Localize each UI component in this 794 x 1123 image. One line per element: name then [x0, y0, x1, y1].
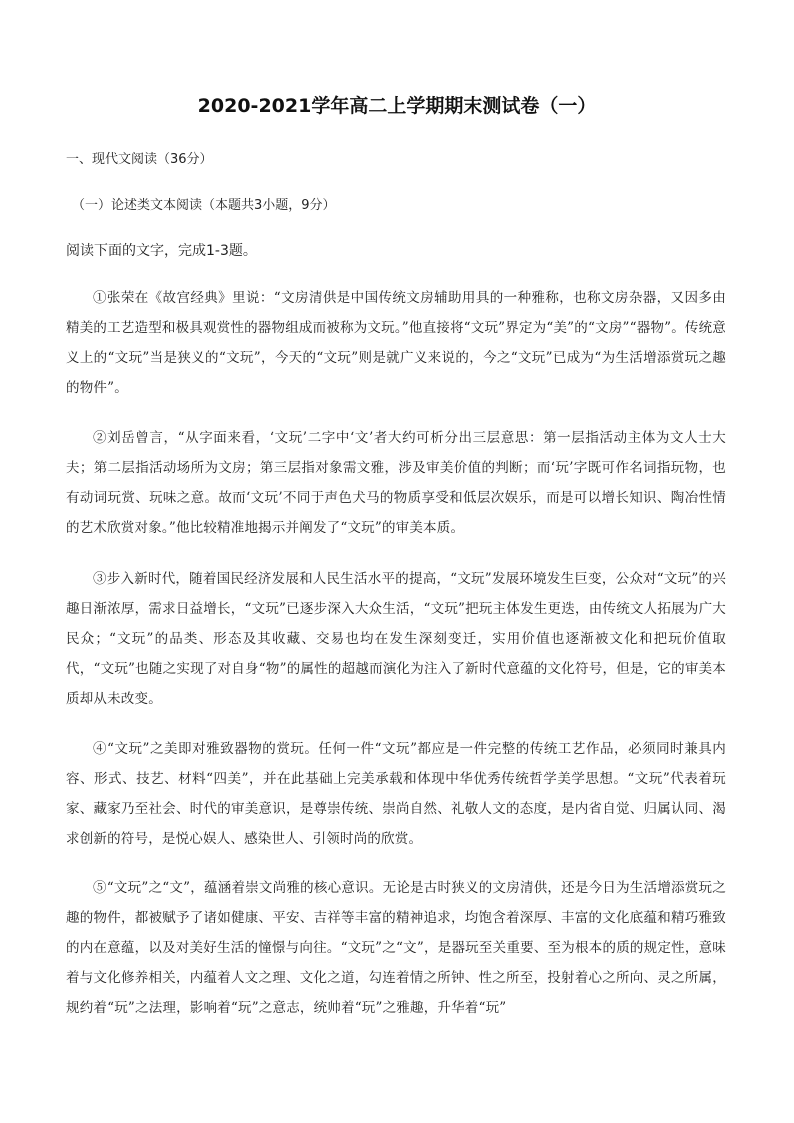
paragraph-1: ①张荣在《故宫经典》里说：“文房清供是中国传统文房辅助用具的一种雅称，也称文房杂器，又因多由精美的工艺造型和极具观赏性的器物组成而被称为文玩。”他直接将“文玩”界定为“美”的“文房”“器物”。传统意义上的“文玩”当是狭义的“文玩”，今天的“文玩”则是就广义来说的，今之“文玩”已成为“为生活增添赏玩之趣的物件”。	[66, 290, 726, 396]
page-title: 2020-2021学年高二上学期期末测试卷（一）	[197, 95, 597, 117]
instruction-text: 阅读下面的文字，完成1-3题。	[66, 243, 257, 259]
paragraph-3: ③步入新时代，随着国民经济发展和人民生活水平的提高，“文玩”发展环境发生巨变，公众对“文玩”的兴趣日渐浓厚，需求日益增长，“文玩”已逐步深入大众生活，“文玩”把玩主体发生更迭，由传统文人拓展为广大民众；“文玩”的品类、形态及其收藏、交易也均在发生深刻变迁，实用价值也逐渐被文化和把玩价值取代，“文玩”也随之实现了对自身“物”的属性的超越而演化为注入了新时代意蕴的文化符号，但是，它的审美本质却从未改变。	[66, 571, 726, 707]
section-heading: 一、现代文阅读（36分）	[66, 152, 213, 167]
paragraph-2: ②刘岳曾言，“从字面来看，‘文玩’二字中‘文’者大约可析分出三层意思：第一层指活动主体为文人士大夫；第二层指活动场所为文房；第三层指对象需文雅，涉及审美价值的判断；而‘玩’字既可作名词指玩物，也有动词玩赏、玩味之意。故而‘文玩’不同于声色犬马的物质享受和低层次娱乐，而是可以增长知识、陶冶性情的艺术欣赏对象。”他比较精准地揭示并阐发了“文玩”的审美本质。	[66, 430, 726, 536]
paragraph-5: ⑤“文玩”之“文”，蕴涵着崇文尚雅的核心意识。无论是古时狭义的文房清供，还是今日为生活增添赏玩之趣的物件，都被赋予了诸如健康、平安、吉祥等丰富的精神追求，均饱含着深厚、丰富的文化底蕴和精巧雅致的内在意蕴，以及对美好生活的憧憬与向往。“文玩”之“文”，是器玩至关重要、至为根本的质的规定性，意味着与文化修养相关，内蕴着人文之理、文化之道，勾连着情之所钟、性之所至，投射着心之所向、灵之所属，规约着“玩”之法理，影响着“玩”之意志，统帅着“玩”之雅趣，升华着“玩”	[66, 880, 726, 1016]
paragraph-4: ④“文玩”之美即对雅致器物的赏玩。任何一件“文玩”都应是一件完整的传统工艺作品，必须同时兼具内容、形式、技艺、材料“四美”，并在此基础上完美承载和体现中华优秀传统哲学美学思想。“文玩”代表着玩家、藏家乃至社会、时代的审美意识，是尊崇传统、崇尚自然、礼敬人文的态度，是内省自觉、归属认同、渴求创新的符号，是悦心娱人、感染世人、引领时尚的欣赏。	[66, 741, 726, 847]
subsection-heading: （一）论述类文本阅读（本题共3小题，9分）	[72, 198, 336, 213]
